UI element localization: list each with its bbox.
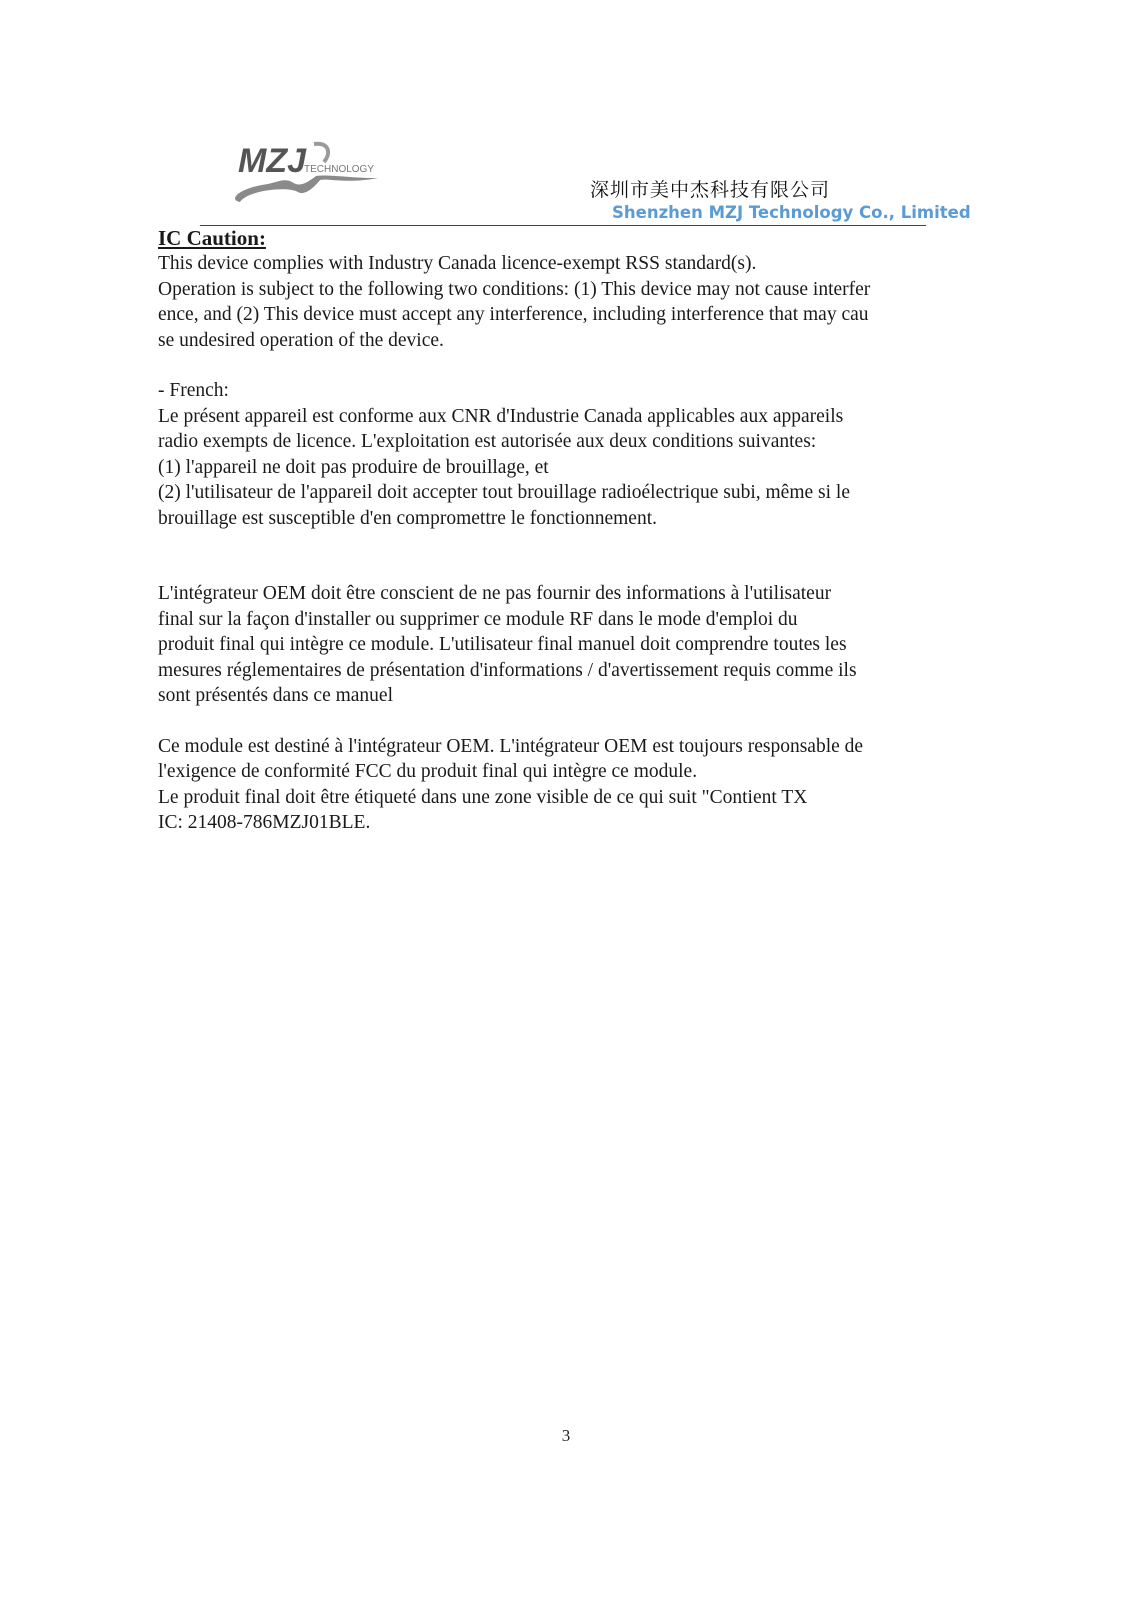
- text-line: final sur la façon d'installer ou supprimer ce module RF dans le mode d'emploi du: [158, 608, 798, 630]
- text-line: (2) l'utilisateur de l'appareil doit accepter tout brouillage radioélectrique subi, même si le: [158, 482, 850, 503]
- text-line: Ce module est destiné à l'intégrateur OEM. L'intégrateur OEM est toujours responsable de: [158, 735, 864, 757]
- company-name-chinese: 深圳市美中杰科技有限公司: [590, 179, 831, 201]
- text-line: se undesired operation of the device.: [158, 329, 444, 351]
- text-line: Le produit final doit être étiqueté dans une zone visible de ce qui suit "Contient TX: [158, 786, 808, 808]
- logo-text: MZJ: [238, 142, 306, 180]
- oem-label-paragraph: [158, 734, 978, 836]
- french-label: - French:: [158, 380, 229, 401]
- text-line: Le présent appareil est conforme aux CNR d'Industrie Canada applicables aux appareils: [158, 405, 844, 427]
- text-line: This device complies with Industry Canada licence-exempt RSS standard(s).: [158, 253, 757, 274]
- text-line: brouillage est susceptible d'en compromettre le fonctionnement.: [158, 507, 657, 529]
- page-number: 3: [561, 1426, 571, 1445]
- company-name-english: Shenzhen MZJ Technology Co., Limited: [612, 203, 971, 222]
- text-line: Operation is subject to the following two conditions: (1) This device may not cause interfer: [158, 278, 871, 300]
- text-line: radio exempts de licence. L'exploitation est autorisée aux deux conditions suivantes:: [158, 431, 817, 452]
- text-line: mesures réglementaires de présentation d'informations / d'avertissement requis comme ils: [158, 659, 857, 681]
- french-statement: [158, 404, 978, 532]
- english-statement: [158, 251, 978, 353]
- text-line: l'exigence de conformité FCC du produit final qui intègre ce module.: [158, 761, 698, 782]
- oem-notice-paragraph: [158, 581, 978, 709]
- section-heading: IC Caution:: [158, 226, 266, 250]
- ic-caution-section: [158, 225, 978, 836]
- text-line: (1) l'appareil ne doit pas produire de brouillage, et: [158, 456, 549, 478]
- text-line: produit final qui intègre ce module. L'utilisateur final manuel doit comprendre toutes les: [158, 634, 847, 655]
- mzj-logo: [228, 138, 388, 210]
- text-line: IC: 21408-786MZJ01BLE.: [158, 812, 371, 833]
- text-line: sont présentés dans ce manuel: [158, 685, 394, 706]
- logo-subtext: TECHNOLOGY: [304, 164, 375, 175]
- text-line: ence, and (2) This device must accept any interference, including interference that may cau: [158, 304, 869, 325]
- text-line: L'intégrateur OEM doit être conscient de ne pas fournir des informations à l'utilisateur: [158, 583, 832, 604]
